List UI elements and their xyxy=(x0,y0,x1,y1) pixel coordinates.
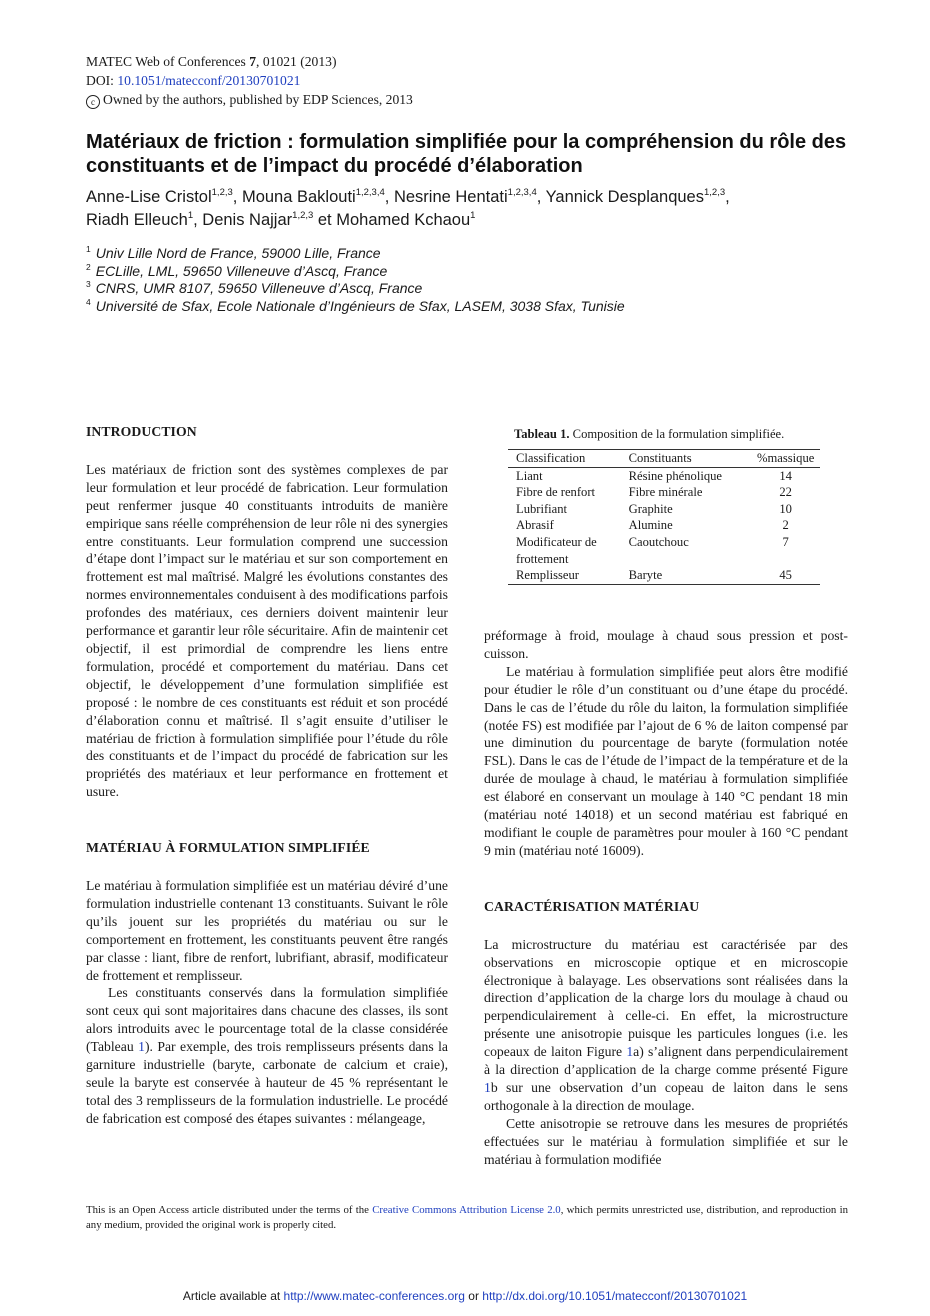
table-header-cell: Constituants xyxy=(629,450,752,468)
affiliation-list xyxy=(86,245,625,315)
section-heading-introduction: INTRODUCTION xyxy=(86,424,197,439)
author: Mouna Baklouti$^{1,2,3,4}$, xyxy=(241,187,394,206)
intro-paragraph: Les matériaux de friction sont des systèmes complexes de par leur formulation et leur procédé de fabrication. Leur formulation peut renfermer jusque 40 constituants introduits de manière empirique sans réelle compréhension de leur rôle ni des synergies entre constituants. Leur formulation comprend une succession d’étape dont l’impact sur le matériau et sur son comportement en frottement est mal maîtrisé. Malgré les évolutions constantes des normes environnementales conduisent à des modifications parfois profondes des matériaux, ces derniers doivent maintenir leur performance et garantir leur rôle sécuritaire. Afin de maintenir cet objectif, il est primordial de comprendre les liens entre formulation, procédé et comportement du matériau. Dans cet objectif, le développement d’une formulation simplifiée est proposé : le nombre de ces constituants est réduit et son procédé d’élaboration connu et maîtrisé. Il s’agit ensuite d’utiliser le matériau de friction à formulation simplifiée pour l’étude du rôle des constituants et de l’impact du procédé de fabrication sur les propriétés des matériaux et leur performance en frottement et usure. xyxy=(86,461,448,800)
table-row: Remplisseur Baryte 45 xyxy=(516,568,792,583)
author-list xyxy=(86,186,856,232)
paper-title: Matériaux de friction : formulation simplifiée pour la compréhension du rôle des constituants et de l’impact du procédé d’élaboration xyxy=(86,131,847,177)
author: Mohamed Kchaou$^1$ xyxy=(336,210,476,229)
affiliation: $^4$ Université de Sfax, Ecole Nationale d’Ingénieurs de Sfax, LASEM, 3038 Sfax, Tunisie xyxy=(86,296,625,314)
matec-link[interactable]: http://www.matec-conferences.org xyxy=(283,1289,465,1303)
section-heading-caracterisation: CARACTÉRISATION MATÉRIAU xyxy=(484,898,700,914)
left-column xyxy=(86,423,448,1128)
table-header-cell: Classification xyxy=(508,450,629,468)
materiau-paragraph-2: Les constituants conservés dans la formulation simplifiée sont ceux qui sont majoritaires dans chacune des classes, ils sont alors introduits avec le pourcentage total de la classe considérée (Tableau 1). Par exemple, des trois remplisseurs présents dans la garniture industrielle (baryte, carbonate de calcium et craie), seule la baryte est conservée à hauteur de 45 % représentant le total des 3 remplisseurs de la formulation industrielle. Le procédé de fabrication est composé des étapes suivantes : mélangeage, xyxy=(86,985,448,1126)
table-row: Fibre de renfort Fibre minérale 22 xyxy=(516,485,792,500)
affiliation: $^1$ Univ Lille Nord de France, 59000 Lille, France xyxy=(86,244,381,261)
materiau-paragraph-1: Le matériau à formulation simplifiée est un matériau déviré d’une formulation industrielle contenant 13 constituants. Suivant le rôle qu’ils jouent sur les propriétés du matériau ou sur le comportement en frottement, les constituants peuvent être rangés par classe : liant, fibre de renfort, lubrifiant, abrasif, modificateur de frottement et remplisseur. xyxy=(86,878,448,983)
author: Riadh Elleuch$^1$, xyxy=(86,210,203,229)
journal-header xyxy=(86,52,413,109)
table-reference-link[interactable]: 1 xyxy=(138,1039,145,1055)
table-row: Modificateur de frottement Caoutchouc 7 xyxy=(516,534,789,566)
figure-reference-link[interactable]: 1 xyxy=(626,1044,634,1060)
affiliation: $^3$ CNRS, UMR 8107, 59650 Villeneuve d’Ascq, France xyxy=(86,279,423,297)
license-link[interactable]: Creative Commons Attribution License 2.0 xyxy=(372,1204,561,1216)
journal-citation: MATEC Web of Conferences 7, 01021 (2013) xyxy=(86,54,337,69)
modification-paragraph: Le matériau à formulation simplifiée peut alors être modifié pour étudier le rôle d’un constituant ou d’une étape du procédé. Dans le cas de l’étude du rôle du laiton, la formulation simplifiée (notée FS) est modifiée par l’ajout de 6 % de laiton compensé par une diminution du pourcentage de baryte (formulation notée FSL). Dans le cas de l’étude de l’impact de la température et de la durée de moulage à chaud, le matériau à formulation simplifiée est élaboré en conservant un moulage à 140 °C pendant 18 min (matériau noté 14018) et un second matériau est fabriqué en modifiant le couple de paramètres pour mouler à 160 °C pendant 9 min (matériau noté 16009). xyxy=(484,663,848,858)
author: Denis Najjar$^{1,2,3}$ et xyxy=(202,210,337,229)
article-availability: Article available at http://www.matec-conferences.org or http://dx.doi.org/10.1051/matecconf/20130701021 xyxy=(182,1289,748,1303)
doi-line: DOI: 10.1051/matecconf/20130701021 xyxy=(86,73,301,88)
copyright-icon: c xyxy=(86,95,100,109)
composition-table xyxy=(508,449,820,585)
author: Nesrine Hentati$^{1,2,3,4}$, xyxy=(393,187,546,206)
doi-url-link[interactable]: http://dx.doi.org/10.1051/matecconf/20130701021 xyxy=(482,1289,748,1303)
table-row: Lubrifiant Graphite 10 xyxy=(516,501,792,516)
table-header-row xyxy=(508,450,820,468)
doi-link[interactable]: 10.1051/matecconf/20130701021 xyxy=(117,73,301,88)
author: Anne-Lise Cristol$^{1,2,3}$, xyxy=(86,187,242,206)
affiliation: $^2$ ECLille, LML, 59650 Villeneuve d’Ascq, France xyxy=(86,261,388,279)
process-paragraph: préformage à froid, moulage à chaud sous pression et post-cuisson. xyxy=(484,628,848,661)
author: Yannick Desplanques$^{1,2,3}$, xyxy=(545,187,730,206)
figure-reference-link[interactable]: 1 xyxy=(484,1079,491,1095)
copyright-line: c Owned by the authors, published by EDP Sciences, 2013 xyxy=(86,90,413,109)
microstructure-paragraph: La microstructure du matériau est caractérisée par des observations en microscopie optique et en microscopie électronique à balayage. Les observations sont réalisées dans la direction d’application de la charge lors du moulage à chaud ou perpendiculairement à celle-ci. En effet, la microstructure présente une anisotropie puisque les particules longues (i.e. les copeaux de laiton Figure 1a) s’alignent dans perpendiculairement à la direction d’application de la charge comme présenté Figure 1b sur une observation d’un copeau de laiton dans le sens orthogonale à la direction de moulage. xyxy=(484,936,848,1113)
table-row: Liant Résine phénolique 14 xyxy=(516,468,792,483)
table-header-cell: %massique xyxy=(751,450,820,468)
table-caption: Tableau 1. Composition de la formulation simplifiée. xyxy=(514,427,785,441)
section-heading-materiau: MATÉRIAU À FORMULATION SIMPLIFIÉE xyxy=(86,840,370,856)
anisotropy-paragraph: Cette anisotropie se retrouve dans les mesures de propriétés effectuées sur le matériau à formulation simplifiée et sur le matériau à formulation modifiée xyxy=(484,1115,848,1167)
right-column xyxy=(484,627,848,1168)
table-row: Abrasif Alumine 2 xyxy=(516,518,789,533)
license-note: This is an Open Access article distributed under the terms of the Creative Commons Attribution License 2.0, which permits unrestricted use, distribution, and reproduction in any medium, provided the original work is properly cited. xyxy=(86,1204,848,1232)
